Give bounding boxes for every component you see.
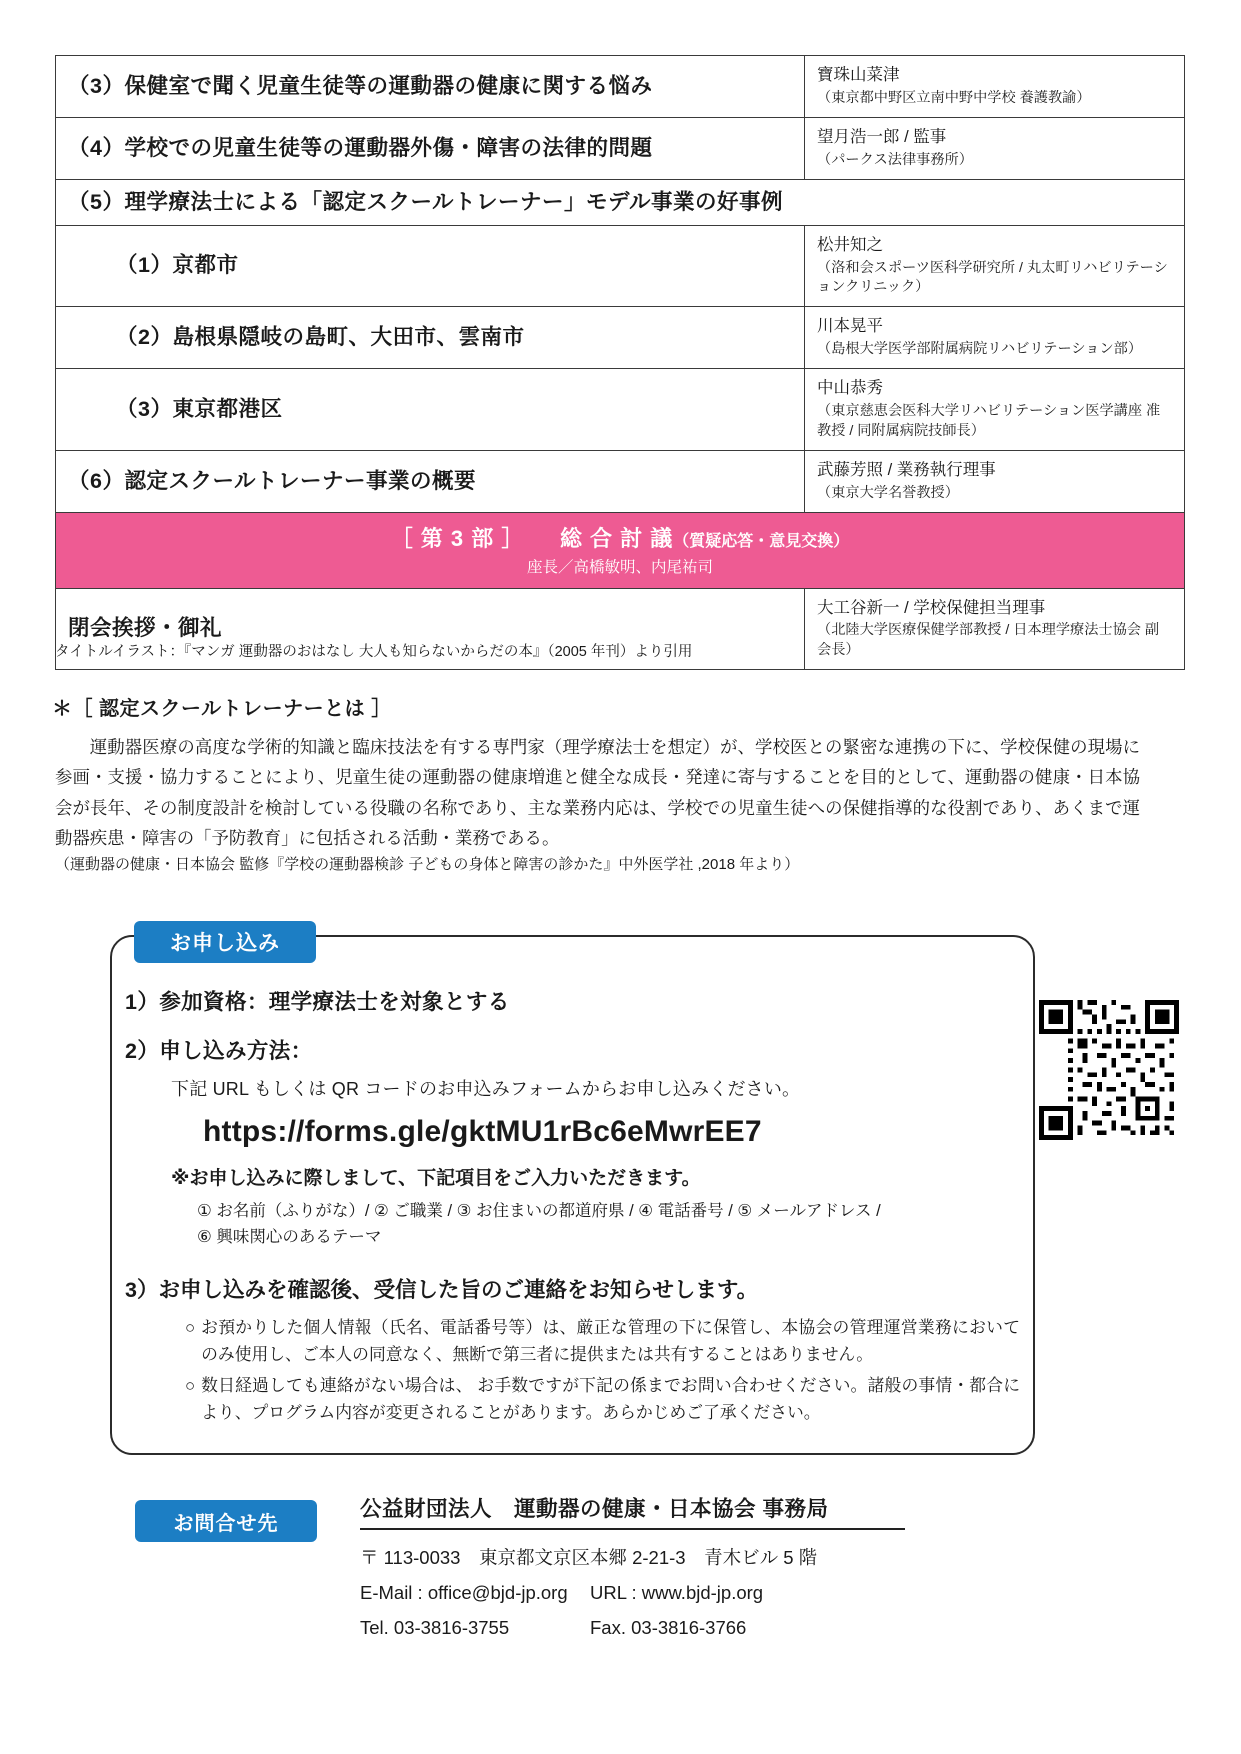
program-person-cell (805, 225, 1185, 307)
bullet-text: 数日経過しても連絡がない場合は、 お手数ですが下記の係までお問い合わせください。諸般の事情・都合により、プログラム内容が変更されることがあります。あらかじめご了承ください。 (201, 1376, 1020, 1423)
item-title: 東京都港区 (172, 396, 283, 421)
item-title: 保健室で聞く児童生徒等の運動器の健康に関する悩み (124, 73, 653, 98)
application-tab-label: お申し込み (134, 921, 316, 963)
item-number: （1） (116, 253, 173, 278)
item-number: （2） (116, 325, 173, 350)
program-title-cell (56, 307, 805, 369)
contact-tab-label: お問合せ先 (135, 1500, 317, 1542)
application-bullets (185, 1314, 1020, 1427)
program-table (55, 55, 1185, 670)
item-title: 島根県隠岐の島町、大田市、雲南市 (172, 325, 525, 350)
table-row (56, 369, 1185, 451)
program-title-cell (56, 117, 805, 179)
definition-source-note: （運動器の健康・日本協会 監修『学校の運動器検診 子どもの身体と障害の診かた』中外医学社 ,2018 年より） (55, 855, 800, 873)
session-subtitle: （質疑応答・意見交換） (673, 532, 850, 550)
contact-details (360, 1540, 817, 1645)
person-name: 寶珠山菜津 (817, 66, 900, 84)
item-title: 学校での児童生徒等の運動器外傷・障害の法律的問題 (124, 135, 653, 160)
table-row (56, 117, 1185, 179)
person-name: 大工谷新一 / 学校保健担当理事 (817, 598, 1046, 617)
session-banner-cell (56, 512, 1185, 588)
list-item (185, 1372, 1020, 1426)
table-row-heading (56, 179, 1185, 225)
qr-code-icon[interactable] (1039, 1000, 1179, 1140)
contact-email[interactable]: E-Mail : office@bjd-jp.org (360, 1582, 568, 1604)
contact-organization: 公益財団法人 運動器の健康・日本協会 事務局 (360, 1492, 905, 1530)
person-affiliation: （島根大学医学部附属病院リハビリテーション部） (817, 341, 1143, 358)
person-affiliation: （東京慈恵会医科大学リハビリテーション医学講座 准教授 / 同附属病院技師長） (817, 403, 1161, 439)
table-row (56, 450, 1185, 512)
application-item-3: 3）お申し込みを確認後、受信した旨のご連絡をお知らせします。 (125, 1277, 759, 1302)
definition-heading: ＊［ 認定スクールトレーナーとは ］ (52, 698, 392, 720)
program-person-cell (805, 307, 1185, 369)
application-url[interactable]: https://forms.gle/gktMU1rBc6eMwrEE7 (203, 1115, 762, 1148)
item-number: （3） (68, 73, 125, 98)
table-row (56, 56, 1185, 118)
application-fields-line-2: ⑥ 興味関心のあるテーマ (197, 1228, 382, 1247)
person-name: 望月浩一郎 / 監事 (817, 127, 947, 146)
program-title-cell (56, 450, 805, 512)
contact-fax: Fax. 03-3816-3766 (590, 1617, 747, 1639)
item-number: （5） (68, 189, 125, 214)
bullet-text: お預かりした個人情報（氏名、電話番号等）は、厳正な管理の下に保管し、本協会の管理運営業務においてのみ使用し、ご本人の同意なく、無断で第三者に提供または共有することはありません。 (201, 1317, 1020, 1364)
person-affiliation: （東京都中野区立南中野中学校 養護教諭） (817, 89, 1091, 106)
table-row (56, 307, 1185, 369)
item-title: 認定スクールトレーナー事業の概要 (124, 468, 477, 493)
application-content (125, 985, 1025, 1431)
contact-address: 〒 113-0033 東京都文京区本郷 2-21-3 青木ビル 5 階 (360, 1547, 818, 1568)
session-banner-main (64, 522, 1176, 553)
application-note: ※お申し込みに際しまして、下記項目をご入力いただきます。 (171, 1168, 701, 1189)
application-fields-line-1: ① お名前（ふりがな）/ ② ご職業 / ③ お住まいの都道府県 / ④ 電話番号 / ⑤ メールアドレス / (197, 1202, 881, 1220)
list-item (185, 1314, 1020, 1368)
contact-url[interactable]: URL : www.bjd-jp.org (590, 1582, 764, 1604)
person-affiliation: （東京大学名誉教授） (817, 484, 959, 501)
illustration-credit: タイトルイラスト：『マンガ 運動器のおはなし 大人も知らないからだの本』（2005 年刊）より引用 (55, 644, 693, 660)
program-title-cell (56, 56, 805, 118)
bullet-mark-icon: ○ (185, 1317, 196, 1337)
item-number: （3） (116, 396, 173, 421)
person-affiliation: （パークス法律事務所） (817, 151, 973, 168)
session-banner-row (56, 512, 1185, 588)
definition-body (55, 732, 1140, 876)
item-title: 京都市 (172, 253, 239, 278)
item-number: （6） (68, 468, 125, 493)
person-affiliation: （北陸大学医療保健学部教授 / 日本理学療法士協会 副会長） (817, 622, 1160, 659)
item-number: （4） (68, 135, 125, 160)
person-name: 川本晃平 (817, 317, 883, 336)
program-title-cell (56, 225, 805, 307)
table-row (56, 225, 1185, 307)
definition-paragraph: 運動器医療の高度な学術的知識と臨床技法を有する専門家（理学療法士を想定）が、学校医との緊密な連携の下に、学校保健の現場に参画・支援・協力することにより、児童生徒の運動器の健康増進と健全な成長・発達に寄与することを目的として、運動器の健康・日本協会が長年、その制度設計を検討している役職の名称であり、主な業務内応は、学校での児童生徒への保健指導的な役割であり、あくまで運動器疾患・障害の「予防教育」に包括される活動・業務である。 (55, 737, 1140, 849)
program-person-cell (805, 450, 1185, 512)
item-title: 理学療法士による「認定スクールトレーナー」モデル事業の好事例 (124, 189, 783, 214)
person-name: 武藤芳照 / 業務執行理事 (817, 460, 996, 479)
application-fields (197, 1198, 1025, 1251)
person-affiliation: （洛和会スポーツ医科学研究所 / 丸太町リハビリテーションクリニック） (817, 259, 1168, 296)
item-title: 閉会挨拶・御礼 (68, 616, 223, 641)
program-person-cell (805, 369, 1185, 451)
person-name: 中山恭秀 (817, 379, 883, 398)
program-heading-cell (56, 179, 1185, 225)
contact-email-url-row (360, 1575, 817, 1610)
session-chairs: 座長／高橋敏明、内尾祐司 (526, 558, 713, 576)
program-person-cell (805, 117, 1185, 179)
application-item-2: 2）申し込み方法： (125, 1039, 313, 1063)
program-title-cell (56, 369, 805, 451)
session-title: 総 合 討 議 (559, 525, 674, 551)
bullet-mark-icon: ○ (185, 1376, 196, 1396)
contact-tel-fax-row (360, 1610, 817, 1645)
person-name: 松井知之 (817, 235, 883, 254)
contact-tel: Tel. 03-3816-3755 (360, 1617, 510, 1639)
application-item-2-sub: 下記 URL もしくは QR コードのお申込みフォームからお申し込みください。 (171, 1079, 801, 1099)
program-person-cell (805, 588, 1185, 670)
application-item-1: 1）参加資格：理学療法士を対象とする (125, 990, 510, 1014)
session-part-label: ［ 第 3 部 ］ (390, 525, 525, 551)
program-person-cell (805, 56, 1185, 118)
